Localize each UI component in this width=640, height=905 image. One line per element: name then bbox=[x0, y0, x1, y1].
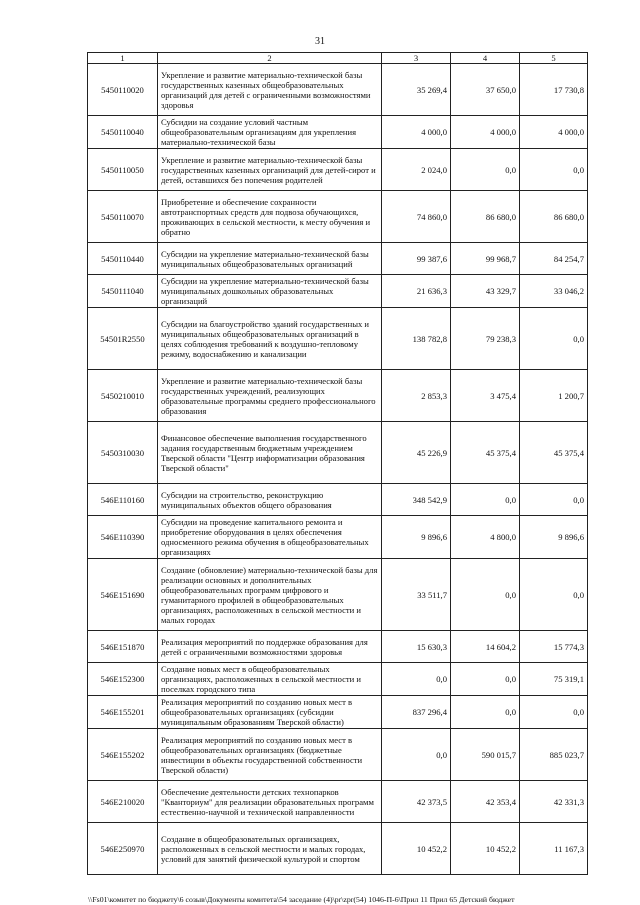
row-value-col5: 0,0 bbox=[520, 696, 588, 729]
row-code: 546E110390 bbox=[88, 516, 158, 559]
row-value-col5: 75 319,1 bbox=[520, 663, 588, 696]
row-value-col5: 11 167,3 bbox=[520, 823, 588, 875]
row-value-col4: 45 375,4 bbox=[451, 422, 520, 484]
row-code: 546E250970 bbox=[88, 823, 158, 875]
row-name: Укрепление и развитие материально-технической базы государственных учреждений, реализующих образовательные программы среднего профессионального образования bbox=[158, 370, 382, 422]
row-value-col3: 348 542,9 bbox=[382, 484, 451, 516]
row-name: Реализация мероприятий по поддержке образования для детей с ограниченными возможностями здоровья bbox=[158, 631, 382, 663]
table-row bbox=[88, 631, 588, 663]
row-value-col3: 35 269,4 bbox=[382, 64, 451, 116]
file-path-footer: \\Fs01\комитет по бюджету\6 созыв\Документы комитета\54 заседание (4)\pr\zpr(54) 1046-П-6\Прил 11 Прил 65 Детский бюджет bbox=[88, 895, 515, 904]
row-value-col4: 0,0 bbox=[451, 696, 520, 729]
row-value-col4: 0,0 bbox=[451, 149, 520, 191]
table-row bbox=[88, 149, 588, 191]
table-row bbox=[88, 422, 588, 484]
row-value-col4: 0,0 bbox=[451, 484, 520, 516]
row-name: Субсидии на создание условий частным общеобразовательным организациям для укрепления материально-технической базы bbox=[158, 116, 382, 149]
row-name: Реализация мероприятий по созданию новых мест в общеобразовательных организациях (субсидии муниципальным образованиям Тверской области) bbox=[158, 696, 382, 729]
row-name: Приобретение и обеспечение сохранности автотранспортных средств для подвоза обучающихся, проживающих в сельской местности, к месту обучения и обратно bbox=[158, 191, 382, 243]
row-code: 546E151690 bbox=[88, 559, 158, 631]
row-value-col5: 9 896,6 bbox=[520, 516, 588, 559]
table-row bbox=[88, 484, 588, 516]
row-name: Обеспечение деятельности детских технопарков "Кванториум" для реализации образовательных программ естественно-научной и технической направленности bbox=[158, 781, 382, 823]
row-name: Субсидии на укрепление материально-технической базы муниципальных общеобразовательных организаций bbox=[158, 243, 382, 275]
budget-table bbox=[87, 52, 588, 875]
row-name: Субсидии на укрепление материально-технической базы муниципальных дошкольных образовательных организаций bbox=[158, 275, 382, 308]
table-row bbox=[88, 516, 588, 559]
row-value-col5: 45 375,4 bbox=[520, 422, 588, 484]
row-value-col3: 15 630,3 bbox=[382, 631, 451, 663]
column-header: 1 bbox=[88, 53, 158, 64]
table-row bbox=[88, 191, 588, 243]
row-value-col4: 37 650,0 bbox=[451, 64, 520, 116]
column-header: 5 bbox=[520, 53, 588, 64]
row-value-col4: 86 680,0 bbox=[451, 191, 520, 243]
row-value-col5: 0,0 bbox=[520, 149, 588, 191]
row-value-col5: 4 000,0 bbox=[520, 116, 588, 149]
table-body bbox=[88, 64, 588, 875]
table-row bbox=[88, 243, 588, 275]
row-name: Субсидии на строительство, реконструкцию муниципальных объектов общего образования bbox=[158, 484, 382, 516]
row-code: 5450110070 bbox=[88, 191, 158, 243]
row-value-col5: 0,0 bbox=[520, 308, 588, 370]
row-value-col3: 0,0 bbox=[382, 663, 451, 696]
row-code: 546E151870 bbox=[88, 631, 158, 663]
table-row bbox=[88, 823, 588, 875]
row-name: Создание в общеобразовательных организациях, расположенных в сельской местности и малых городах, условий для занятий физической культурой и спортом bbox=[158, 823, 382, 875]
row-value-col3: 45 226,9 bbox=[382, 422, 451, 484]
row-value-col5: 84 254,7 bbox=[520, 243, 588, 275]
table-row bbox=[88, 696, 588, 729]
row-value-col3: 837 296,4 bbox=[382, 696, 451, 729]
row-code: 546E155201 bbox=[88, 696, 158, 729]
row-value-col5: 42 331,3 bbox=[520, 781, 588, 823]
row-value-col4: 42 353,4 bbox=[451, 781, 520, 823]
column-header: 2 bbox=[158, 53, 382, 64]
row-value-col4: 14 604,2 bbox=[451, 631, 520, 663]
row-value-col3: 99 387,6 bbox=[382, 243, 451, 275]
row-value-col4: 3 475,4 bbox=[451, 370, 520, 422]
row-value-col3: 4 000,0 bbox=[382, 116, 451, 149]
row-value-col3: 2 024,0 bbox=[382, 149, 451, 191]
row-name: Субсидии на благоустройство зданий государственных и муниципальных общеобразовательных организаций в целях соблюдения требований к воздушно-тепловому режиму, водоснабжению и канализации bbox=[158, 308, 382, 370]
row-name: Финансовое обеспечение выполнения государственного задания государственным бюджетным учреждением Тверской области "Центр информатизации образования Тверской области" bbox=[158, 422, 382, 484]
row-value-col4: 10 452,2 bbox=[451, 823, 520, 875]
row-value-col5: 885 023,7 bbox=[520, 729, 588, 781]
table-row bbox=[88, 729, 588, 781]
row-value-col4: 99 968,7 bbox=[451, 243, 520, 275]
row-name: Субсидии на проведение капитального ремонта и приобретение оборудования в целях обеспечения односменного режима обучения в общеобразовательных организациях bbox=[158, 516, 382, 559]
row-value-col4: 4 000,0 bbox=[451, 116, 520, 149]
row-value-col5: 0,0 bbox=[520, 559, 588, 631]
row-value-col4: 590 015,7 bbox=[451, 729, 520, 781]
row-name: Укрепление и развитие материально-технической базы государственных казенных организаций для детей-сирот и детей, оставшихся без попечения родителей bbox=[158, 149, 382, 191]
table-row bbox=[88, 559, 588, 631]
row-code: 5450210010 bbox=[88, 370, 158, 422]
row-name: Укрепление и развитие материально-технической базы государственных казенных общеобразовательных организаций для детей с ограниченными возможностями здоровья bbox=[158, 64, 382, 116]
row-value-col5: 86 680,0 bbox=[520, 191, 588, 243]
row-value-col4: 4 800,0 bbox=[451, 516, 520, 559]
table-row bbox=[88, 781, 588, 823]
row-name: Создание новых мест в общеобразовательных организациях, расположенных в сельской местности и поселках городского типа bbox=[158, 663, 382, 696]
row-code: 5450110440 bbox=[88, 243, 158, 275]
row-value-col3: 9 896,6 bbox=[382, 516, 451, 559]
row-value-col3: 2 853,3 bbox=[382, 370, 451, 422]
row-code: 5450110020 bbox=[88, 64, 158, 116]
row-value-col3: 74 860,0 bbox=[382, 191, 451, 243]
row-code: 5450110050 bbox=[88, 149, 158, 191]
row-value-col3: 138 782,8 bbox=[382, 308, 451, 370]
row-value-col5: 0,0 bbox=[520, 484, 588, 516]
row-name: Реализация мероприятий по созданию новых мест в общеобразовательных организациях (бюджетные инвестиции в объекты государственной собственности Тверской области) bbox=[158, 729, 382, 781]
row-code: 5450310030 bbox=[88, 422, 158, 484]
row-value-col3: 42 373,5 bbox=[382, 781, 451, 823]
row-value-col5: 33 046,2 bbox=[520, 275, 588, 308]
row-code: 546E210020 bbox=[88, 781, 158, 823]
row-value-col3: 21 636,3 bbox=[382, 275, 451, 308]
row-name: Создание (обновление) материально-технической базы для реализации основных и дополнительных общеобразовательных программ цифрового и гуманитарного профилей в общеобразовательных организациях, расположенных в сельской местности и малых городах bbox=[158, 559, 382, 631]
table-row bbox=[88, 663, 588, 696]
row-code: 546E155202 bbox=[88, 729, 158, 781]
row-value-col3: 0,0 bbox=[382, 729, 451, 781]
row-code: 5450111040 bbox=[88, 275, 158, 308]
table-row bbox=[88, 275, 588, 308]
row-value-col3: 33 511,7 bbox=[382, 559, 451, 631]
row-code: 54501R2550 bbox=[88, 308, 158, 370]
row-value-col4: 0,0 bbox=[451, 663, 520, 696]
row-value-col4: 43 329,7 bbox=[451, 275, 520, 308]
column-header: 4 bbox=[451, 53, 520, 64]
row-code: 5450110040 bbox=[88, 116, 158, 149]
row-value-col5: 17 730,8 bbox=[520, 64, 588, 116]
page-number: 31 bbox=[315, 36, 325, 47]
row-value-col5: 1 200,7 bbox=[520, 370, 588, 422]
table-row bbox=[88, 308, 588, 370]
row-value-col3: 10 452,2 bbox=[382, 823, 451, 875]
row-value-col4: 79 238,3 bbox=[451, 308, 520, 370]
row-value-col4: 0,0 bbox=[451, 559, 520, 631]
row-code: 546E152300 bbox=[88, 663, 158, 696]
row-code: 546E110160 bbox=[88, 484, 158, 516]
column-header: 3 bbox=[382, 53, 451, 64]
header-row bbox=[88, 53, 588, 64]
row-value-col5: 15 774,3 bbox=[520, 631, 588, 663]
table-row bbox=[88, 370, 588, 422]
table-row bbox=[88, 116, 588, 149]
table-row bbox=[88, 64, 588, 116]
